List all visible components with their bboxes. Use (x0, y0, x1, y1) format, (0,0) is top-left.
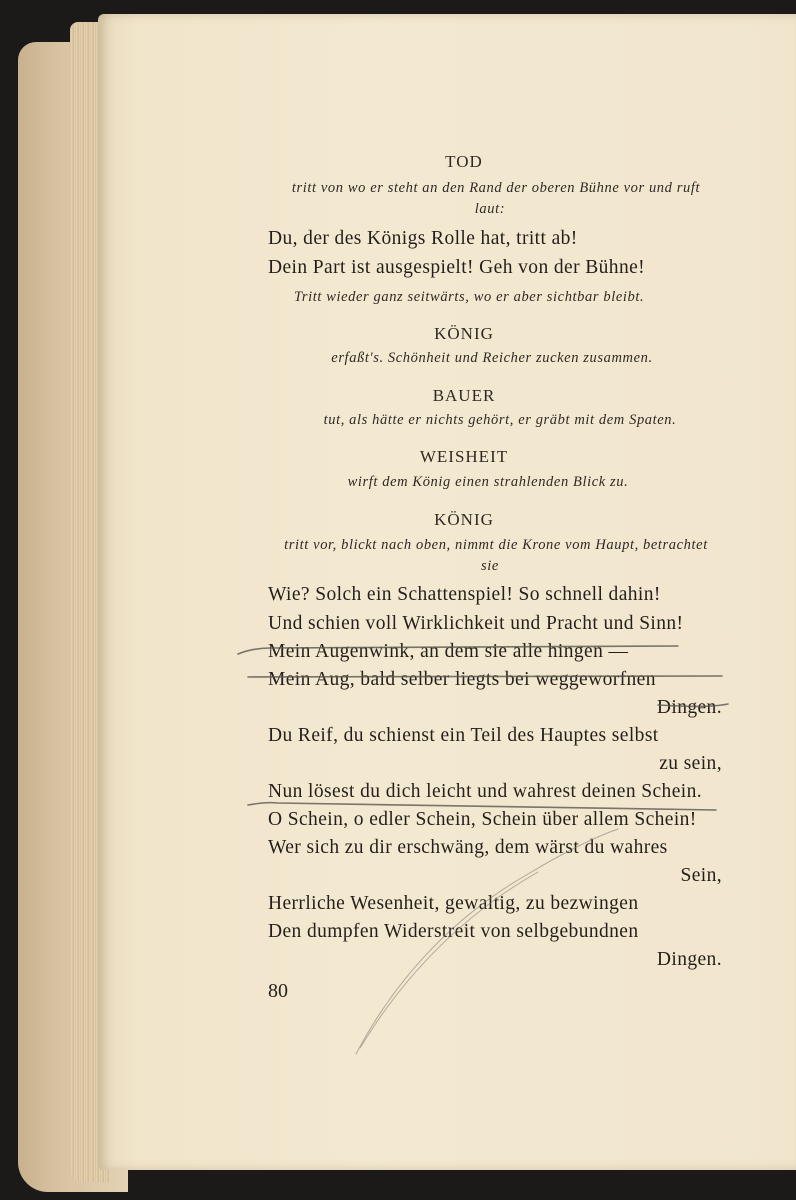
verse-tod-2: Dein Part ist ausgespielt! Geh von der Bühne! (268, 257, 646, 278)
pencil-strikethrough-marks (98, 14, 796, 1170)
verse-koenig-10-continuation: Dingen. (656, 949, 722, 970)
verse-koenig-2: Und schien voll Wirklichkeit und Pracht und Sinn! (268, 613, 684, 634)
stage-direction-koenig-2-line-1: tritt vor, blickt nach oben, nimmt die Krone vom Haupt, betrachtet (284, 537, 708, 553)
verse-koenig-4-continuation: Dingen. (656, 697, 722, 718)
verse-tod-1: Du, der des Königs Rolle hat, tritt ab! (268, 228, 578, 249)
pencil-diagonal-stroke (356, 829, 618, 1054)
book-page (98, 14, 796, 1170)
verse-koenig-3-struck: Mein Augenwink, an dem sie alle hingen — (268, 641, 629, 662)
strike-line-2 (248, 676, 722, 677)
stage-direction-tod-aside: Tritt wieder ganz seitwärts, wo er aber sichtbar bleibt. (294, 289, 645, 305)
speaker-bauer: BAUER (432, 386, 496, 405)
stage-direction-koenig-1: erfaßt's. Schönheit und Reicher zucken zusammen. (331, 350, 653, 366)
verse-koenig-8-continuation: Sein, (680, 865, 722, 886)
verse-koenig-9: Herrliche Wesenheit, gewaltig, zu bezwingen (268, 893, 639, 914)
verse-koenig-7-struck: O Schein, o edler Schein, Schein über allem Schein! (268, 809, 697, 830)
stage-direction-weisheit: wirft dem König einen strahlenden Blick zu. (347, 474, 629, 490)
verse-koenig-10: Den dumpfen Widerstreit von selbgebundnen (268, 921, 639, 942)
stage-direction-tod-line-2: laut: (474, 201, 506, 217)
speaker-koenig-2: KÖNIG (434, 510, 494, 529)
strike-line-4 (248, 803, 716, 810)
verse-koenig-8: Wer sich zu dir erschwäng, dem wärst du wahres (268, 837, 668, 858)
strike-line-3 (658, 704, 728, 706)
verse-koenig-5: Du Reif, du schienst ein Teil des Hauptes selbst (268, 725, 659, 746)
verse-koenig-5-continuation: zu sein, (659, 753, 722, 774)
speaker-weisheit: WEISHEIT (419, 447, 509, 466)
page-number: 80 (268, 980, 288, 1002)
verse-koenig-1: Wie? Solch ein Schattenspiel! So schnell dahin! (268, 584, 661, 605)
speaker-koenig-1: KÖNIG (434, 324, 494, 343)
speaker-tod: TOD (445, 152, 483, 171)
stage-direction-tod-line-1: tritt von wo er steht an den Rand der oberen Bühne vor und ruft (291, 180, 701, 196)
stage-direction-bauer: tut, als hätte er nichts gehört, er gräbt mit dem Spaten. (323, 412, 677, 428)
stage-direction-koenig-2-line-2: sie (481, 558, 499, 574)
verse-koenig-4-struck: Mein Aug, bald selber liegts bei weggeworfnen (268, 669, 656, 690)
strike-line-1 (238, 646, 678, 654)
verse-koenig-6: Nun lösest du dich leicht und wahrest deinen Schein. (268, 781, 703, 802)
